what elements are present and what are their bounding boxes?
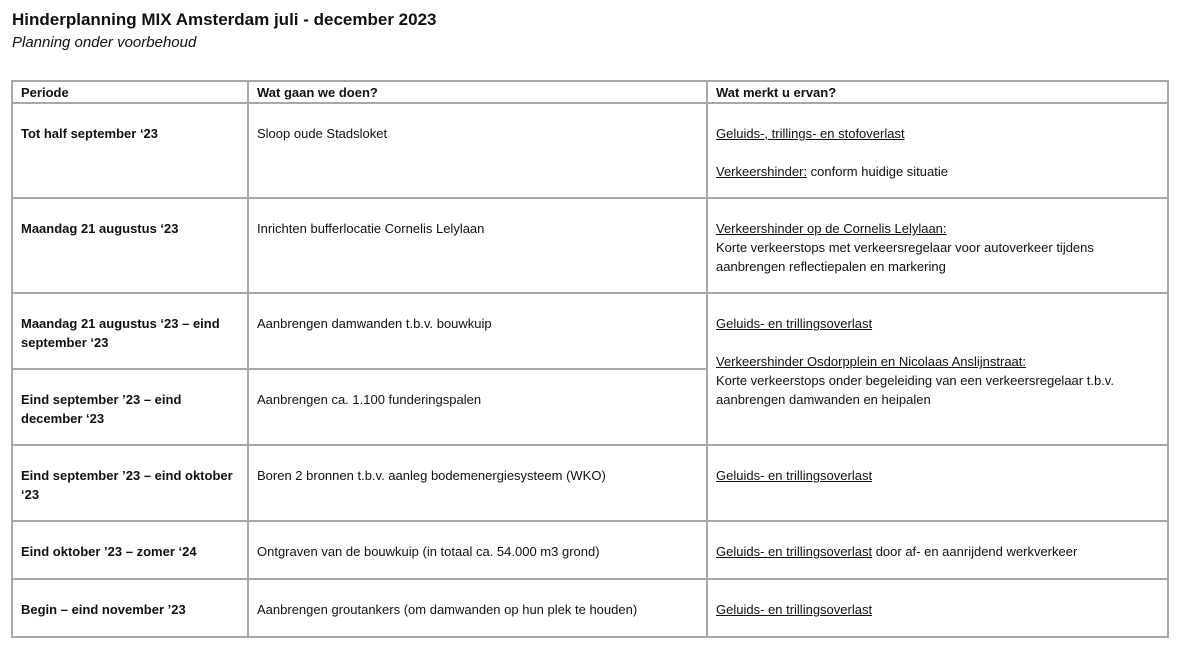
document-title: Hinderplanning MIX Amsterdam juli - december 2023 (12, 10, 437, 29)
effect-heading: Verkeershinder: (716, 164, 808, 179)
table-row (12, 445, 1168, 521)
effect-heading: Geluids- en trillingsoverlast (716, 544, 873, 559)
table-header-row (12, 81, 1168, 103)
activity-cell: Ontgraven van de bouwkuip (in totaal ca. 54.000 m3 grond) (248, 521, 707, 579)
activity-cell: Aanbrengen groutankers (om damwanden op hun plek te houden) (248, 579, 707, 637)
effect-heading: Geluids-, trillings- en stofoverlast (716, 126, 905, 141)
period-cell: Eind september ’23 – eind december ‘23 (12, 369, 248, 445)
effect-heading: Verkeershinder op de Cornelis Lelylaan: (716, 221, 947, 236)
period-cell: Maandag 21 augustus ‘23 (12, 198, 248, 293)
header-hinder: Wat merkt u ervan? (707, 81, 1168, 103)
effect-cell (707, 521, 1168, 579)
activity-cell: Aanbrengen ca. 1.100 funderingspalen (248, 369, 707, 445)
effect-cell (707, 445, 1168, 521)
effect-text: Korte verkeerstops onder begeleiding van een verkeersregelaar t.b.v. aanbrengen damwanden en heipalen (716, 373, 1114, 407)
table-row (12, 293, 1168, 369)
activity-cell: Sloop oude Stadsloket (248, 103, 707, 198)
effect-text: door af- en aanrijdend werkverkeer (872, 544, 1078, 559)
effect-text: Korte verkeerstops met verkeersregelaar voor autoverkeer tijdens aanbrengen reflectiepalen en markering (716, 240, 1094, 274)
effect-heading: Geluids- en trillingsoverlast (716, 468, 873, 483)
table-row (12, 579, 1168, 637)
planning-table (11, 80, 1169, 638)
activity-cell: Boren 2 bronnen t.b.v. aanleg bodemenergiesysteem (WKO) (248, 445, 707, 521)
header-periode: Periode (12, 81, 248, 103)
effect-heading: Verkeershinder Osdorpplein en Nicolaas Anslijnstraat: (716, 354, 1027, 369)
table-row (12, 198, 1168, 293)
effect-cell (707, 198, 1168, 293)
header-activiteit: Wat gaan we doen? (248, 81, 707, 103)
effect-cell (707, 579, 1168, 637)
period-cell: Begin – eind november ’23 (12, 579, 248, 637)
effect-heading: Geluids- en trillingsoverlast (716, 316, 873, 331)
effect-heading: Geluids- en trillingsoverlast (716, 602, 873, 617)
period-cell: Eind september ’23 – eind oktober ‘23 (12, 445, 248, 521)
period-cell: Tot half september ‘23 (12, 103, 248, 198)
table-row (12, 103, 1168, 198)
activity-cell: Aanbrengen damwanden t.b.v. bouwkuip (248, 293, 707, 369)
effect-cell (707, 293, 1168, 445)
table-row (12, 521, 1168, 579)
activity-cell: Inrichten bufferlocatie Cornelis Lelylaan (248, 198, 707, 293)
period-cell: Eind oktober ’23 – zomer ‘24 (12, 521, 248, 579)
effect-cell (707, 103, 1168, 198)
effect-text: conform huidige situatie (807, 164, 948, 179)
period-cell: Maandag 21 augustus ‘23 – eind september ‘23 (12, 293, 248, 369)
document-subtitle: Planning onder voorbehoud (12, 34, 197, 51)
